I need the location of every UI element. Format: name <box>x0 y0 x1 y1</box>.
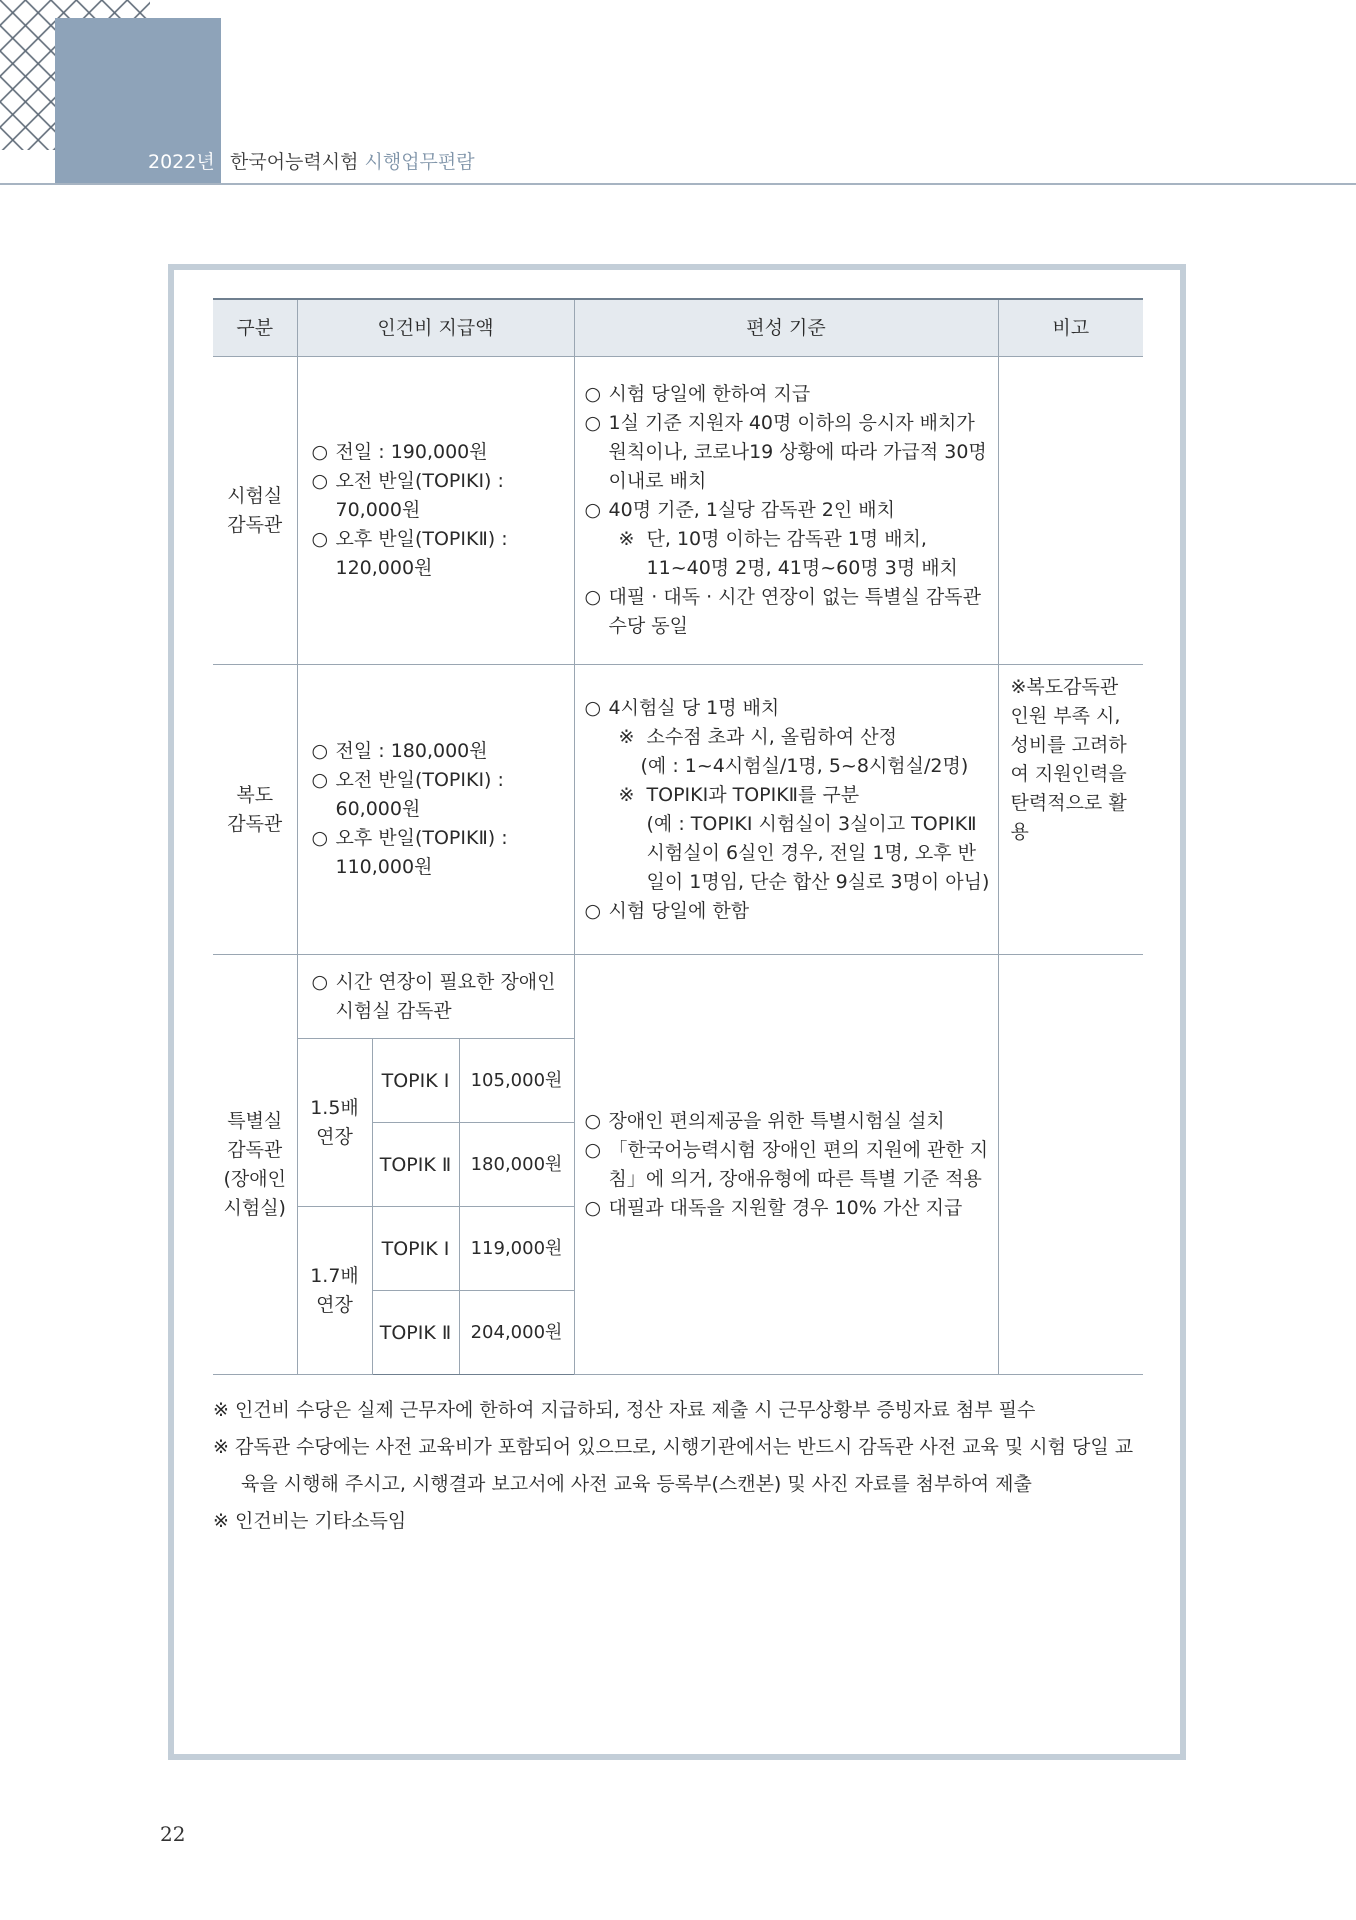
bullet-icon: ○ <box>311 769 329 791</box>
pay-heading-cell <box>297 955 574 1039</box>
pay-item <box>312 766 566 824</box>
header-divider <box>0 183 1356 185</box>
pay-item <box>312 467 566 525</box>
amount: 204,000원 <box>459 1291 574 1375</box>
amount: 119,000원 <box>459 1207 574 1291</box>
table-row <box>213 955 1143 1039</box>
pay-text: 오후 반일(TOPIKⅡ) : 120,000원 <box>335 528 508 579</box>
footnote: ※ 인건비 수당은 실제 근무자에 한하여 지급하되, 정산 자료 제출 시 근무상황부 증빙자료 첨부 필수 <box>213 1399 1036 1421</box>
header-subtitle: 시행업무편람 <box>364 151 475 173</box>
footnotes <box>213 1392 1143 1540</box>
bullet-icon: ○ <box>584 899 602 922</box>
table-header-row <box>213 299 1143 357</box>
bullet-icon: ○ <box>584 1196 602 1219</box>
criteria-text: 4시험실 당 1명 배치 <box>608 696 780 719</box>
reference-mark-icon: ※ <box>618 725 635 748</box>
header-remark: 비고 <box>998 299 1143 357</box>
bullet-icon: ○ <box>584 586 602 608</box>
row-category <box>213 955 297 1375</box>
amount: 105,000원 <box>459 1039 574 1123</box>
criteria-cell <box>574 357 998 665</box>
pay-cell <box>297 665 574 955</box>
header-category: 구분 <box>213 299 297 357</box>
pay-item <box>312 824 566 882</box>
pay-item <box>312 438 566 467</box>
category-line: 감독관 <box>227 513 283 536</box>
criteria-text: 시험 당일에 한함 <box>608 899 750 922</box>
bullet-icon: ○ <box>584 1138 602 1161</box>
header-criteria: 편성 기준 <box>574 299 998 357</box>
remark-cell <box>998 357 1143 665</box>
extension-label <box>297 1207 372 1375</box>
pay-cell <box>297 357 574 665</box>
bullet-icon: ○ <box>311 827 329 849</box>
criteria-cell <box>574 955 998 1375</box>
criteria-item <box>585 380 990 409</box>
topik-level: TOPIK Ⅱ <box>372 1123 459 1207</box>
bullet-icon: ○ <box>584 1109 602 1132</box>
criteria-text: 시험 당일에 한하여 지급 <box>608 383 811 405</box>
category-line: 감독관 <box>227 1138 283 1161</box>
topik-level: TOPIK Ⅰ <box>372 1207 459 1291</box>
criteria-note <box>585 525 990 583</box>
bullet-icon: ○ <box>311 470 329 492</box>
reference-mark-icon: ※ <box>618 783 635 806</box>
page-number: 22 <box>160 1822 186 1846</box>
category-line: 시험실 <box>227 484 283 507</box>
category-line: (장애인 <box>223 1167 286 1190</box>
criteria-text: TOPIKⅠ과 TOPIKⅡ를 구분 <box>646 783 860 806</box>
criteria-note <box>585 723 990 752</box>
pay-text: 전일 : 190,000원 <box>335 441 488 463</box>
pay-text: 오후 반일(TOPIKⅡ) : 110,000원 <box>335 827 508 878</box>
criteria-item <box>585 496 990 525</box>
criteria-item <box>585 694 990 723</box>
criteria-item <box>585 409 990 496</box>
category-line: 복도 <box>236 783 274 806</box>
criteria-text: 40명 기준, 1실당 감독관 2인 배치 <box>608 499 896 521</box>
remark-cell <box>998 955 1143 1375</box>
criteria-cell <box>574 665 998 955</box>
bullet-icon: ○ <box>311 740 329 762</box>
criteria-item <box>585 1107 990 1136</box>
pay-item <box>312 525 566 583</box>
header-year: 2022년 <box>148 151 215 173</box>
row-category <box>213 665 297 955</box>
criteria-text: 대필 · 대독 · 시간 연장이 없는 특별실 감독관 수당 동일 <box>608 586 981 637</box>
criteria-item <box>585 1136 990 1194</box>
reference-mark-icon: ※ <box>618 528 635 550</box>
criteria-item <box>585 583 990 641</box>
bullet-icon: ○ <box>311 528 329 550</box>
pay-text: 오전 반일(TOPIKⅠ) : 60,000원 <box>335 769 504 820</box>
criteria-text: 대필과 대독을 지원할 경우 10% 가산 지급 <box>608 1196 963 1219</box>
pay-item <box>312 968 566 1026</box>
criteria-note <box>585 810 990 897</box>
footnote: ※ 감독관 수당에는 사전 교육비가 포함되어 있으므로, 시행기관에서는 반드시 감독관 사전 교육 및 시험 당일 교육을 시행해 주시고, 시행결과 보고서에 사전 교육 등록부(스캔본) 및 사진 자료를 첨부하여 제출 <box>213 1436 1134 1495</box>
category-line: 시험실) <box>223 1196 286 1219</box>
header-pay: 인건비 지급액 <box>297 299 574 357</box>
pay-text: 전일 : 180,000원 <box>335 740 488 762</box>
criteria-text: (예 : TOPIKⅠ 시험실이 3실이고 TOPIKⅡ 시험실이 6실인 경우, 전일 1명, 오후 반일이 1명임, 단순 합산 9실로 3명이 아님) <box>646 812 990 893</box>
criteria-note <box>585 781 990 810</box>
pay-text: 오전 반일(TOPIKⅠ) : 70,000원 <box>335 470 504 521</box>
amount: 180,000원 <box>459 1123 574 1207</box>
table-row <box>213 357 1143 665</box>
extension-label <box>297 1039 372 1207</box>
header-title <box>230 147 475 174</box>
staff-pay-table <box>213 298 1143 1375</box>
bullet-icon: ○ <box>584 383 602 405</box>
criteria-text: 「한국어능력시험 장애인 편의 지원에 관한 지침」에 의거, 장애유형에 따른 특별 기준 적용 <box>608 1138 989 1190</box>
criteria-item <box>585 1194 990 1223</box>
category-line: 특별실 <box>227 1109 283 1132</box>
bullet-icon: ○ <box>584 412 602 434</box>
topik-level: TOPIK Ⅰ <box>372 1039 459 1123</box>
criteria-text: 장애인 편의제공을 위한 특별시험실 설치 <box>608 1109 945 1132</box>
criteria-item <box>585 897 990 926</box>
row-category <box>213 357 297 665</box>
criteria-note <box>585 752 990 781</box>
criteria-text: 1실 기준 지원자 40명 이하의 응시자 배치가 원칙이나, 코로나19 상황에 따라 가급적 30명 이내로 배치 <box>608 412 987 492</box>
remark-cell: ※복도감독관 인원 부족 시, 성비를 고려하여 지원인력을 탄력적으로 활용 <box>998 665 1143 955</box>
extension-label-text: 1.5배 연장 <box>310 1096 359 1148</box>
header-title-main: 한국어능력시험 <box>230 151 359 173</box>
bullet-icon: ○ <box>311 970 329 993</box>
pay-text: 시간 연장이 필요한 장애인 시험실 감독관 <box>335 970 556 1022</box>
topik-level: TOPIK Ⅱ <box>372 1291 459 1375</box>
bullet-icon: ○ <box>311 441 329 463</box>
criteria-text: 단, 10명 이하는 감독관 1명 배치, 11~40명 2명, 41명~60명 3명 배치 <box>646 528 958 579</box>
table-row <box>213 665 1143 955</box>
criteria-text: 소수점 초과 시, 올림하여 산정 <box>646 725 897 748</box>
criteria-text: (예 : 1~4시험실/1명, 5~8시험실/2명) <box>640 754 969 777</box>
category-line: 감독관 <box>227 812 283 835</box>
footnote: ※ 인건비는 기타소득임 <box>213 1510 407 1532</box>
pay-item <box>312 737 566 766</box>
bullet-icon: ○ <box>584 696 602 719</box>
extension-label-text: 1.7배 연장 <box>310 1264 359 1316</box>
bullet-icon: ○ <box>584 499 602 521</box>
